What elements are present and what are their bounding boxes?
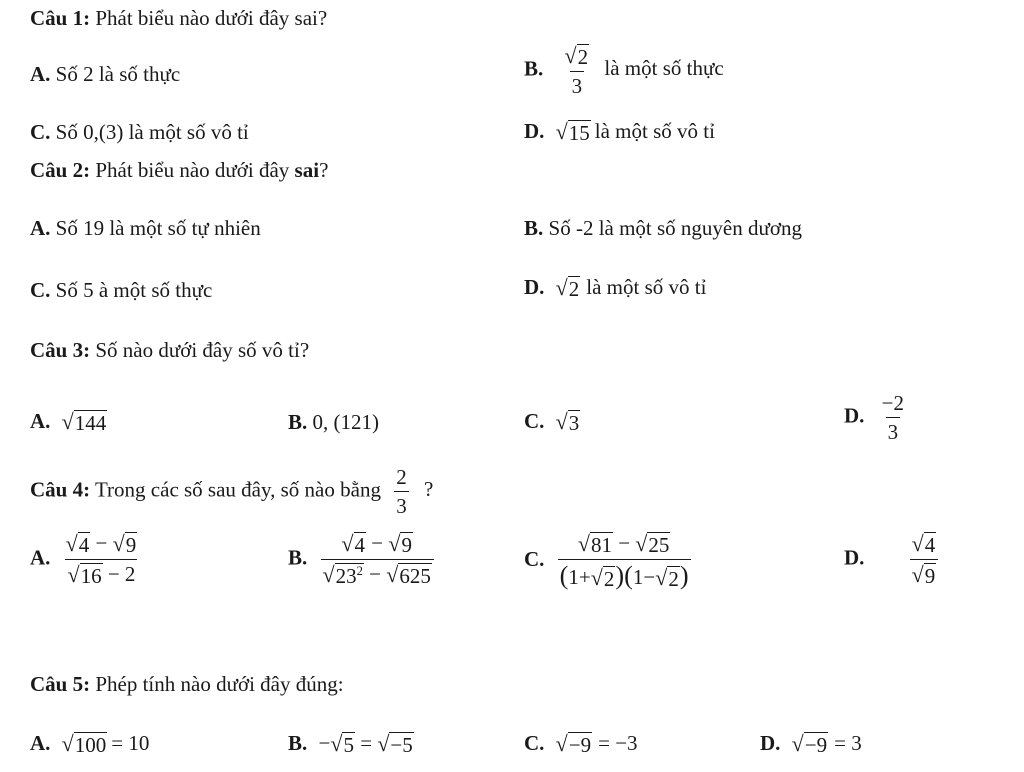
denominator: 3 [394,491,409,517]
option-letter: C. [30,278,51,302]
numerator: √ 4 − √ 9 [65,531,137,557]
square-root: √ 5 [330,731,354,757]
option-text: là một số vô tỉ [594,119,715,143]
equation-rhs: = 3 [834,731,862,755]
option-text: Số 5 à một số thực [50,278,213,302]
question-4-end: ? [423,477,434,502]
q1-option-b [524,44,724,97]
option-letter: A. [30,62,51,86]
q3-option-c [524,410,580,434]
fraction [880,392,906,443]
numerator: √ 4 − √ 9 [341,531,412,557]
fraction [394,466,409,517]
square-root: √ −9 [555,731,592,757]
option-text: Số 19 là một số tự nhiên [50,216,261,240]
question-3-prompt [30,340,309,361]
q4-option-a [30,532,139,587]
option-text: là một số vô tỉ [586,275,707,299]
q4-option-c [524,532,691,590]
option-letter: D. [524,119,545,143]
numerator: √ 81 − √ 25 [577,531,670,557]
option-letter: B. [524,56,544,81]
q5-option-a [30,732,149,756]
option-text: là một số thực [604,56,724,81]
option-text: Số -2 là một số nguyên dương [543,216,802,240]
option-letter: D. [844,545,865,570]
square-root: √ 3 [555,409,580,435]
q4-option-d [844,532,938,587]
q2-option-d [524,276,706,300]
fraction [64,532,140,587]
question-1-text: Phát biểu nào dưới đây sai? [90,6,328,30]
question-1-label: Câu 1: [30,6,91,30]
q3-option-d [844,392,906,443]
numerator: 2 [396,465,407,489]
denominator: (1+ √ 2 )(1− √ 2 ) [559,561,689,592]
option-letter: B. [288,731,308,755]
option-letter: C. [524,546,545,571]
equals-sign: = [360,731,373,755]
question-4-prompt [30,466,433,517]
question-4-label: Câu 4: [30,477,91,502]
option-letter: C. [524,731,545,755]
question-5-label: Câu 5: [30,672,91,696]
denominator: √ 16 − 2 [65,559,137,587]
q5-option-b [288,732,414,756]
square-root: √ 144 [61,409,107,435]
option-letter: B. [288,410,308,434]
option-letter: A. [30,545,51,570]
question-2-text: Phát biểu nào dưới đây [90,158,295,182]
fraction [558,532,691,590]
question-5-prompt [30,674,344,695]
numerator: √ 2 [564,43,589,69]
question-2-end: ? [319,158,329,182]
option-text: Số 2 là số thực [50,62,181,86]
question-5-text: Phép tính nào dưới đây đúng: [90,672,344,696]
option-letter: A. [30,731,51,755]
option-letter: C. [30,120,51,144]
question-1-prompt [30,8,327,29]
denominator: √ 9 [910,559,939,587]
option-text: 0, (121) [307,410,380,434]
option-text: Số 0,(3) là một số vô tỉ [50,120,249,144]
q5-option-d [760,732,862,756]
q1-option-c [30,122,249,143]
square-root: √ −9 [791,731,828,757]
q2-option-a [30,218,261,239]
question-4-text: Trong các số sau đây, số nào bằng [90,477,381,502]
denominator: √ $23^2$ − √ 625 [321,559,434,587]
equation-rhs: = −3 [598,731,638,755]
minus-sign: − [318,731,331,755]
denominator: 3 [886,417,901,443]
option-letter: D. [760,731,781,755]
option-letter: B. [524,216,544,240]
option-letter: C. [524,409,545,433]
q1-option-d [524,120,715,144]
question-2-prompt [30,160,328,181]
question-3-label: Câu 3: [30,338,91,362]
option-letter: A. [30,409,51,433]
q2-option-c [30,280,212,301]
option-letter: D. [844,403,865,428]
q3-option-a [30,410,107,434]
square-root: √ 2 [555,275,580,301]
square-root: √ −5 [377,731,413,757]
q1-option-a [30,64,180,85]
denominator: 3 [570,71,585,97]
numerator: √ 4 [911,531,936,557]
fraction [910,532,939,587]
numerator: −2 [881,391,905,415]
fraction [321,532,434,587]
question-2-emphasis: sai [294,158,320,182]
option-letter: B. [288,545,308,570]
square-root: √ 100 [61,731,107,757]
fraction [563,44,592,97]
option-letter: A. [30,216,51,240]
option-letter: D. [524,275,545,299]
question-2-label: Câu 2: [30,158,91,182]
q5-option-c [524,732,638,756]
equation-rhs: = 10 [111,731,150,755]
q2-option-b [524,218,802,239]
square-root: √ 15 [555,119,590,145]
q4-option-b [288,532,434,587]
question-3-text: Số nào dưới đây số vô tỉ? [90,338,310,362]
q3-option-b [288,412,379,433]
